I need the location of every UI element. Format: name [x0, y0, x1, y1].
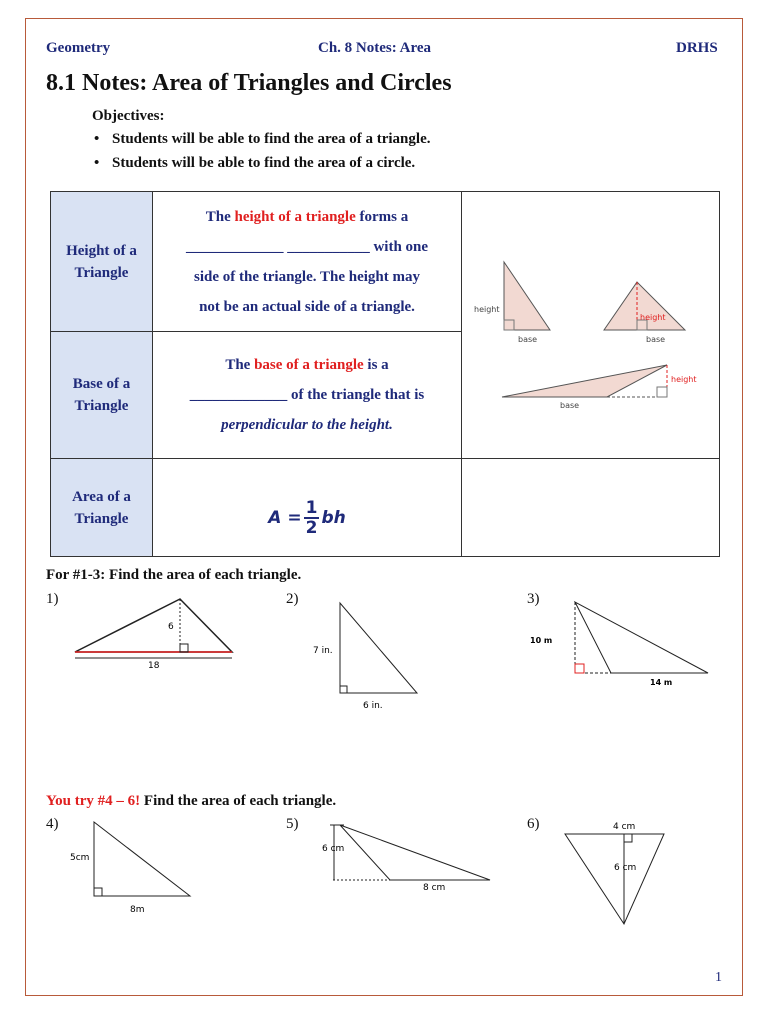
height-base-figures — [462, 242, 720, 412]
problem-number: 5) — [286, 816, 299, 832]
base-definition: The base of a triangle is a _____________ of the triangle that is perpendicular to the height. — [189, 357, 425, 433]
header-course: Geometry — [46, 40, 111, 56]
problem-number: 2) — [286, 591, 299, 607]
svg-text:7 in.: 7 in. — [313, 646, 333, 656]
svg-text:6 in.: 6 in. — [363, 701, 383, 711]
section1-instructions: For #1-3: Find the area of each triangle. — [46, 567, 302, 583]
notes-table — [50, 191, 720, 557]
svg-text:18: 18 — [148, 661, 160, 670]
svg-text:base: base — [646, 335, 666, 344]
height-definition: The height of a triangle forms a _____________ ___________ with one side of the triangle. The height may not be an actual side of a triangle. — [185, 209, 429, 315]
svg-text:10 m: 10 m — [530, 636, 553, 645]
problem4-figure — [68, 818, 198, 920]
problem-number: 3) — [527, 591, 540, 607]
label-area: Area of a Triangle — [51, 459, 153, 556]
svg-text:height: height — [640, 313, 666, 322]
problem3-figure — [528, 597, 718, 689]
problem-number: 6) — [527, 816, 540, 832]
objective-item: • Students will be able to find the area of a circle. — [92, 155, 430, 179]
problem5-figure — [318, 820, 498, 892]
page-title: 8.1 Notes: Area of Triangles and Circles — [46, 70, 452, 96]
section2-instructions: You try #4 – 6! Find the area of each triangle. — [46, 793, 337, 809]
svg-text:8 cm: 8 cm — [423, 883, 446, 892]
svg-text:14 m: 14 m — [650, 678, 673, 687]
svg-text:8m: 8m — [130, 905, 145, 915]
objectives-heading: Objectives: — [92, 108, 165, 124]
svg-text:6: 6 — [168, 622, 174, 632]
svg-text:height: height — [671, 375, 697, 384]
svg-text:6 cm: 6 cm — [614, 863, 637, 873]
objectives-list — [92, 131, 430, 179]
label-height: Height of a Triangle — [51, 192, 153, 331]
problem2-figure — [305, 598, 425, 716]
header-chapter: Ch. 8 Notes: Area — [318, 40, 432, 56]
svg-text:base: base — [518, 335, 538, 344]
svg-text:5cm: 5cm — [70, 853, 90, 863]
problem-number: 1) — [46, 591, 59, 607]
svg-text:4 cm: 4 cm — [613, 822, 636, 832]
objective-item: • Students will be able to find the area of a triangle. — [92, 131, 430, 155]
page-number: 1 — [715, 970, 722, 985]
svg-text:base: base — [560, 401, 580, 410]
problem6-figure — [560, 820, 670, 930]
header-school: DRHS — [676, 40, 718, 56]
problem-number: 4) — [46, 816, 59, 832]
problem1-figure — [70, 595, 240, 670]
svg-text:height: height — [474, 305, 500, 314]
area-formula: A = $\frac{1}{2}$ bh — [268, 498, 346, 538]
svg-text:6 cm: 6 cm — [322, 844, 345, 854]
label-base: Base of a Triangle — [51, 332, 153, 458]
